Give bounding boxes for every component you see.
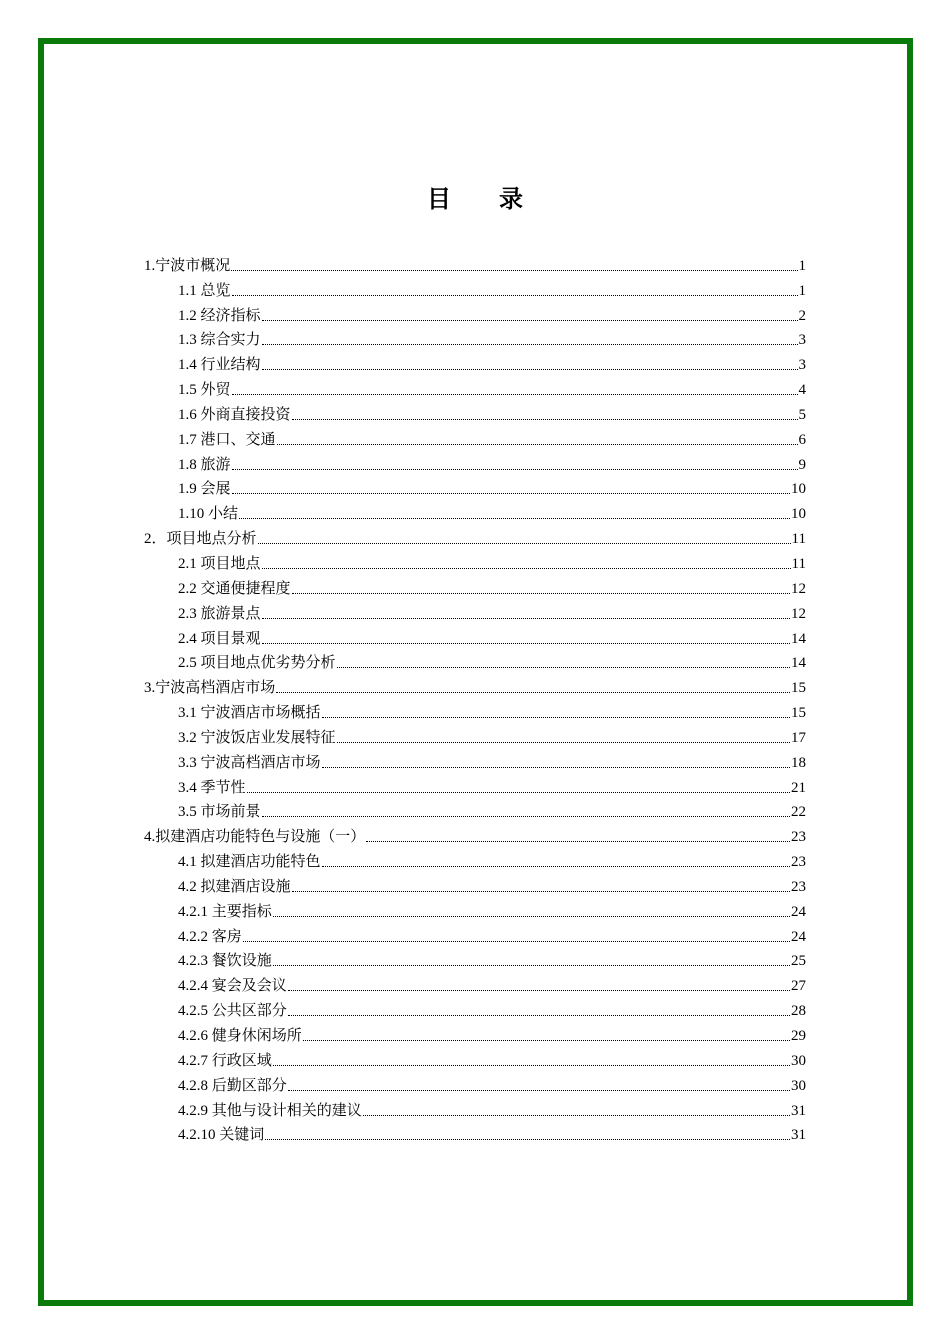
toc-entry-page-number: 10 [791,481,806,498]
toc-entry[interactable] [144,697,806,722]
toc-entry[interactable] [144,1070,806,1095]
toc-entry-label: 1.9 会展 [178,481,231,498]
toc-entry[interactable] [144,921,806,946]
toc-entry[interactable] [144,498,806,523]
toc-entry-page-number: 30 [791,1052,806,1069]
toc-entry-page-number: 11 [791,531,806,548]
toc-entry-page-number: 2 [798,307,806,324]
toc-entry[interactable] [144,871,806,896]
toc-entry-label: 3.3 宁波高档酒店市场 [178,754,321,771]
toc-entry[interactable] [144,722,806,747]
toc-entry-page-number: 14 [791,655,806,672]
dot-leader [288,1090,790,1091]
toc-entry-page-number: 17 [791,729,806,746]
toc-entry[interactable] [144,1045,806,1070]
dot-leader [232,394,798,395]
toc-entry-label: 4.2.5 公共区部分 [178,1003,287,1020]
dot-leader [262,643,790,644]
dot-leader [262,320,798,321]
toc-entry[interactable] [144,449,806,474]
dot-leader [232,493,790,494]
toc-entry-label: 4.2.1 主要指标 [178,903,272,920]
toc-entry-label: 2.1 项目地点 [178,555,261,572]
toc-entry-label: 2.3 旅游景点 [178,605,261,622]
dot-leader [322,717,790,718]
toc-entry[interactable] [144,1020,806,1045]
toc-entry-page-number: 15 [791,680,806,697]
toc-entry-page-number: 23 [791,829,806,846]
dot-leader [262,816,790,817]
toc-entry-label: 4.2.10 关键词 [178,1127,265,1144]
toc-entry-label: 1.1 总览 [178,282,231,299]
toc-entry-label: 1.2 经济指标 [178,307,261,324]
toc-entry-label: 4.2 拟建酒店设施 [178,878,291,895]
toc-entry[interactable] [144,573,806,598]
toc-entry-page-number: 10 [791,506,806,523]
dot-leader [276,692,790,693]
toc-entry[interactable] [144,1120,806,1145]
dot-leader [262,618,790,619]
toc-entry[interactable] [144,399,806,424]
toc-entry-label: 1.4 行业结构 [178,357,261,374]
dot-leader [232,295,798,296]
toc-entry[interactable] [144,896,806,921]
toc-entry-label: 3.1 宁波酒店市场概括 [178,705,321,722]
toc-entry-page-number: 27 [791,978,806,995]
toc-entry[interactable] [144,946,806,971]
toc-entry-label: 4.2.6 健身休闲场所 [178,1028,302,1044]
toc-entry-label: 1.8 旅游 [178,456,231,473]
toc-entry-label: 4.2.7 行政区域 [178,1052,272,1069]
toc-entry[interactable] [144,474,806,499]
toc-entry-label: 2.4 项目景观 [178,630,261,647]
toc-entry[interactable] [144,374,806,399]
dot-leader [262,568,791,569]
toc-title: 目录 [427,187,571,213]
toc-entry-page-number: 14 [791,630,806,647]
toc-entry[interactable] [144,275,806,300]
toc-entry-page-number: 9 [798,456,806,473]
dot-leader [239,518,790,519]
toc-entry-label: 2．项目地点分析 [144,531,257,548]
toc-entry-page-number: 22 [791,804,806,821]
dot-leader [273,1065,790,1066]
toc-entry-page-number: 24 [791,903,806,920]
dot-leader [262,369,798,370]
dot-leader [322,866,790,867]
toc-entry[interactable] [144,598,806,623]
toc-entry-page-number: 15 [791,705,806,722]
toc-entry-page-number: 30 [791,1077,806,1094]
toc-entry-label: 3.2 宁波饭店业发展特征 [178,729,336,746]
toc-entry[interactable] [144,821,806,846]
toc-entry-label: 4.2.3 餐饮设施 [178,953,272,970]
dot-leader [303,1040,790,1041]
toc-entry[interactable] [144,995,806,1020]
toc-entry-page-number: 6 [798,431,806,448]
dot-leader [337,667,790,668]
toc-entry-page-number: 11 [791,555,806,572]
toc-entry-label: 1.5 外贸 [178,382,231,399]
toc-entry[interactable] [144,747,806,772]
toc-entry[interactable] [144,523,806,548]
toc-entry-label: 4.1 拟建酒店功能特色 [178,854,321,871]
toc-entry-page-number: 12 [791,580,806,597]
dot-leader [363,1115,790,1116]
toc-entry-page-number: 12 [791,605,806,622]
toc-entry-label: 4.2.9 其他与设计相关的建议 [178,1102,362,1119]
toc-entry-page-number: 3 [798,357,806,374]
toc-entry-label: 1.10 小结 [178,506,239,523]
toc-entry-label: 4.拟建酒店功能特色与设施（一） [144,829,366,846]
dot-leader [292,891,790,892]
dot-leader [262,344,798,345]
toc-entry-page-number: 1 [798,257,806,274]
table-of-contents [144,250,806,1144]
dot-leader [273,965,790,966]
toc-entry-page-number: 23 [791,878,806,895]
toc-entry[interactable] [144,623,806,648]
toc-entry-label: 3.4 季节性 [178,779,246,796]
dot-leader [277,444,798,445]
toc-entry-page-number: 18 [791,754,806,771]
toc-entry-page-number: 23 [791,854,806,871]
toc-entry[interactable] [144,648,806,673]
toc-entry-label: 2.2 交通便捷程度 [178,580,291,597]
dot-leader [292,593,790,594]
toc-entry[interactable] [144,250,806,275]
toc-entry-label: 4.2.4 宴会及会议 [178,978,287,995]
dot-leader [231,270,797,271]
toc-entry[interactable] [144,772,806,797]
dot-leader [322,767,790,768]
dot-leader [273,916,790,917]
toc-entry[interactable] [144,797,806,822]
toc-entry-page-number: 1 [798,282,806,299]
toc-entry[interactable] [144,325,806,350]
toc-entry-label: 4.2.2 客房 [178,928,242,945]
toc-entry-page-number: 4 [798,382,806,399]
toc-entry-page-number: 31 [791,1102,806,1119]
dot-leader [337,742,790,743]
toc-entry[interactable] [144,970,806,995]
toc-entry-page-number: 5 [798,406,806,423]
toc-entry-label: 3.宁波高档酒店市场 [144,680,276,697]
dot-leader [247,792,790,793]
toc-entry[interactable] [144,548,806,573]
dot-leader [288,1015,790,1016]
toc-entry-label: 1.7 港口、交通 [178,431,276,448]
toc-entry-label: 1.宁波市概况 [144,257,231,274]
toc-entry-label: 2.5 项目地点优劣势分析 [178,655,336,672]
dot-leader [288,990,790,991]
dot-leader [292,419,798,420]
dot-leader [243,941,790,942]
toc-entry-label: 4.2.8 后勤区部分 [178,1077,287,1094]
toc-entry-page-number: 3 [798,332,806,349]
toc-entry-page-number: 24 [791,928,806,945]
dot-leader [258,543,791,544]
toc-entry-label: 1.6 外商直接投资 [178,406,291,423]
toc-entry-label: 1.3 综合实力 [178,332,261,349]
toc-entry[interactable] [144,300,806,325]
toc-entry-page-number: 28 [791,1003,806,1020]
toc-entry-label: 3.5 市场前景 [178,804,261,821]
toc-entry[interactable] [144,846,806,871]
dot-leader [265,1139,790,1140]
toc-entry-page-number: 31 [791,1127,806,1144]
dot-leader [232,469,798,470]
toc-entry-page-number: 29 [791,1028,806,1044]
toc-entry[interactable] [144,349,806,374]
toc-entry[interactable] [144,424,806,449]
dot-leader [366,841,790,842]
toc-entry-page-number: 25 [791,953,806,970]
toc-entry-page-number: 21 [791,779,806,796]
toc-entry[interactable] [144,672,806,697]
toc-entry[interactable] [144,1095,806,1120]
